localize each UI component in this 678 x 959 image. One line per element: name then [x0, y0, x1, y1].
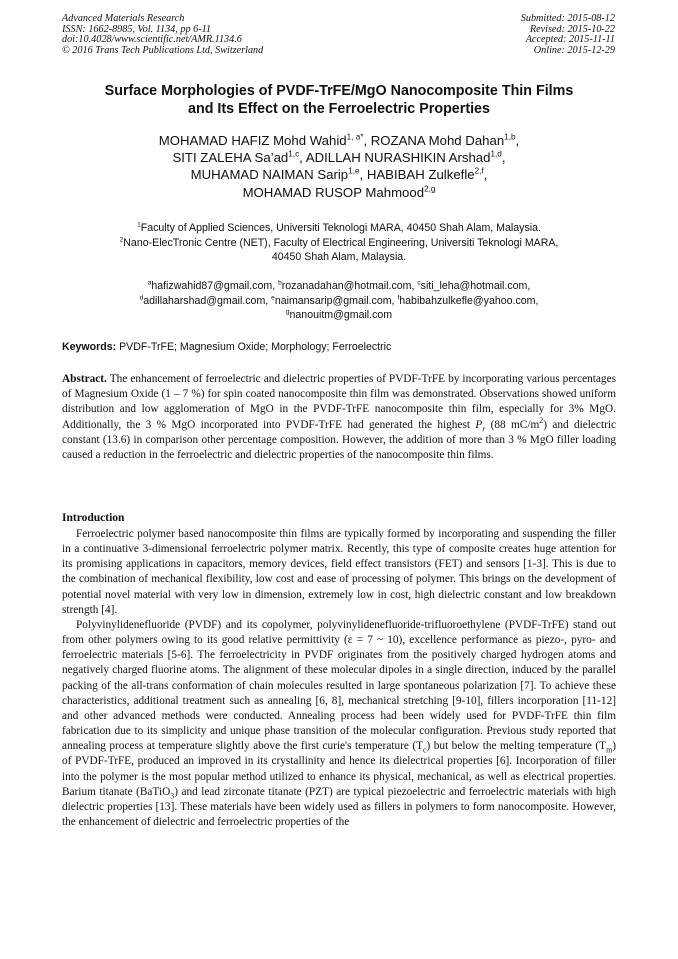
- keywords: [62, 340, 616, 354]
- accepted-date: Accepted: 2015-11-11: [525, 34, 615, 46]
- author-sep: ,: [359, 167, 367, 183]
- email-marker: a: [147, 279, 152, 287]
- journal-name: Advanced Materials Research: [62, 13, 185, 24]
- paragraph-text: ) but below the melting temperature (T: [426, 740, 607, 753]
- author-affil: 2,g: [424, 184, 436, 194]
- email-marker: d: [139, 294, 144, 302]
- author-sep: ,: [483, 167, 488, 183]
- email-marker: g: [285, 308, 290, 316]
- tm-subscript: m: [606, 745, 613, 755]
- section-heading-introduction: Introduction: [62, 512, 125, 524]
- email-sep: ,: [391, 294, 398, 307]
- online-date: Online: 2015-12-29: [533, 44, 615, 56]
- affil-text: Nano-ElecTronic Centre (NET), Faculty of Electrical Engineering, Universiti Teknologi MARA,: [123, 236, 559, 249]
- email-link[interactable]: rozanadahan@hotmail.com: [281, 280, 412, 292]
- email-marker: c: [417, 279, 421, 287]
- issn: ISSN: 1662-8985, Vol. 1134, pp 6-11: [62, 23, 212, 35]
- affiliation-2-cont: 40450 Shah Alam, Malaysia.: [271, 251, 407, 264]
- abstract-text: The enhancement of ferroelectric and dielectric properties of PVDF-TrFE by incorporating various percentages of Magnesium Oxide (1 – 7 %) for spin coated nanocomposite thin film was demonstrated. Observations showed uniform distribution and low agglomeration of MgO in the PVDF-TrFE nanocomposite thin film, especially for 3% MgO. Additionally, the 3 % MgO incorporated into PVDF-TrFE had generated the highest: [62, 373, 616, 431]
- author-name: ADILLAH NURASHIKIN Arshad: [305, 150, 491, 166]
- submitted-date: Submitted: 2015-08-12: [520, 13, 615, 24]
- author-name: ROZANA Mohd Dahan: [370, 133, 505, 148]
- abstract: [62, 372, 616, 463]
- title-line-1: Surface Morphologies of PVDF-TrFE/MgO Nanocomposite Thin Films: [104, 83, 574, 99]
- abstract-text: ) and dielectric constant (13.6) in comparison other percentage composition. However, the addition of more than 3 % MgO filler loading caused a reduction in the ferroelectric and dielectric properties of the nanocomposite thin films.: [62, 418, 616, 462]
- author-affil: 1, a*: [346, 132, 364, 142]
- author-list: [40, 132, 638, 201]
- author-name: MOHAMAD HAFIZ Mohd Wahid: [158, 133, 347, 148]
- pr-symbol: P: [475, 418, 483, 431]
- copyright: © 2016 Trans Tech Publications Ltd, Switzerland: [62, 44, 264, 56]
- keywords-label: Keywords:: [62, 341, 117, 353]
- author-name: MOHAMAD RUSOP Mahmood: [242, 184, 425, 200]
- abstract-text: (88 mC/m: [485, 418, 540, 431]
- emails: [40, 279, 638, 323]
- author-sep: ,: [501, 150, 506, 166]
- paragraph-text: ) of PVDF-TrFE, produced an improved in its crystallinity and hence its dielectrical properties [6]. Incorporation of filler into the polymer is the most popular method utilized to enhance its physical, mechanical, as well as electrical properties. Barium titanate (BaTiO: [62, 740, 616, 798]
- doi[interactable]: doi:10.4028/www.scientific.net/AMR.1134.6: [62, 34, 242, 46]
- email-sep: ,: [272, 280, 279, 292]
- intro-paragraph-1: Ferroelectric polymer based nanocomposite thin films are typically formed by incorporating and suspending the filler in a continuative 3-dimensional ferroelectric polymer matrix. Recently, this type of composite creates huge attention for its promising applications in capacitors, memory devices, field effect transistors (FET) and sensors [1-3]. This is due to the combination of mechanical flexibility, low cost and ease of processing of polymer. This brings on the development of potential novel material with very low in dimension, extremely low in cost, high dielectric constant and low breakdown strength [4].: [62, 528, 616, 616]
- author-sep: ,: [299, 150, 306, 166]
- title-line-2: and Its Effect on the Ferroelectric Properties: [188, 100, 490, 117]
- revised-date: Revised: 2015-10-22: [529, 23, 615, 35]
- introduction-body: [62, 527, 616, 830]
- author-affil: 2,f: [474, 167, 484, 177]
- email-sep: ,: [527, 280, 531, 292]
- affil-marker: 2: [119, 236, 124, 244]
- paper-title: [40, 83, 638, 118]
- keywords-text: PVDF-TrFE; Magnesium Oxide; Morphology; Ferroelectric: [116, 341, 392, 353]
- author-affil: 1,d: [490, 149, 502, 159]
- email-link[interactable]: adillaharshad@gmail.com: [143, 294, 266, 307]
- unit-superscript: 2: [539, 415, 544, 425]
- author-affil: 1,b: [504, 132, 516, 142]
- email-marker: b: [278, 279, 282, 287]
- journal-header-left: [62, 14, 263, 56]
- author-sep: ,: [515, 133, 520, 148]
- email-sep: ,: [535, 294, 539, 307]
- affil-text: Faculty of Applied Sciences, Universiti Teknologi MARA, 40450 Shah Alam, Malaysia.: [140, 222, 541, 234]
- tc-subscript: c: [423, 745, 427, 755]
- email-sep: ,: [265, 294, 272, 307]
- affiliations: [40, 221, 638, 265]
- email-sep: ,: [411, 280, 418, 292]
- author-name: MUHAMAD NAIMAN Sarip: [190, 167, 349, 183]
- author-name: SITI ZALEHA Sa’ad: [172, 150, 289, 166]
- email-link[interactable]: hafizwahid87@gmail.com: [151, 280, 273, 292]
- affiliation-2: [40, 236, 638, 251]
- journal-header-right: [521, 14, 615, 56]
- paragraph-text: Polyvinylidenefluoride (PVDF) and its copolymer, polyvinylidenefluoride-trifluoroethylene (PVDF-TrFE) stand out from other polymers owing to its good relative permittivity (ε = 7 ~ 10), excellence performance as piezo-, pyro- and ferroelectric materials [5-6]. The ferroelectricity in PVDF originates from the positively charged hydrogen atoms and negatively charged fluorine atoms. The alignment of these molecular dipoles in a single direction, induced by the parallel packing of the all-trans conformation of chain molecules resulted in large spontaneous polarization [7]. To achieve these characteristics, additional treatment such as annealing [6, 8], mechanical stretching [9-10], fillers incorporation [11-12] and other advanced methods were conducted. Annealing process had been widely used for PVDF-TrFE thin film fabrication due to its simplicity and unique phase transition of the molecular configuration. Previous study reported that annealing process at temperature slightly above the first curie's temperature (T: [62, 618, 616, 753]
- paragraph-text: ) and lead zirconate titanate (PZT) are typical piezoelectric and ferroelectric materials with high dielectric properties [13]. These materials have been widely used as fillers in polymers to form nanocomposite. However, the enhancement of dielectric and ferroelectric properties of the: [62, 785, 616, 828]
- author-name: HABIBAH Zulkefle: [366, 167, 475, 183]
- email-link[interactable]: nanouitm@gmail.com: [289, 309, 393, 322]
- email-marker: e: [271, 294, 275, 302]
- email-link[interactable]: siti_leha@hotmail.com: [420, 280, 528, 292]
- intro-paragraph-2: [62, 618, 616, 830]
- email-marker: f: [397, 294, 400, 302]
- email-link[interactable]: habibahzulkefle@yahoo.com: [399, 294, 536, 307]
- email-link[interactable]: naimansarip@gmail.com: [274, 294, 392, 307]
- pr-subscript: r: [482, 423, 486, 433]
- affil-marker: 1: [137, 221, 141, 229]
- author-sep: ,: [363, 133, 371, 148]
- batio3-subscript: 3: [170, 790, 175, 800]
- author-affil: 1,e: [348, 167, 360, 177]
- abstract-label: Abstract.: [62, 373, 107, 385]
- affiliation-1: [40, 221, 638, 236]
- author-affil: 1,c: [288, 149, 300, 159]
